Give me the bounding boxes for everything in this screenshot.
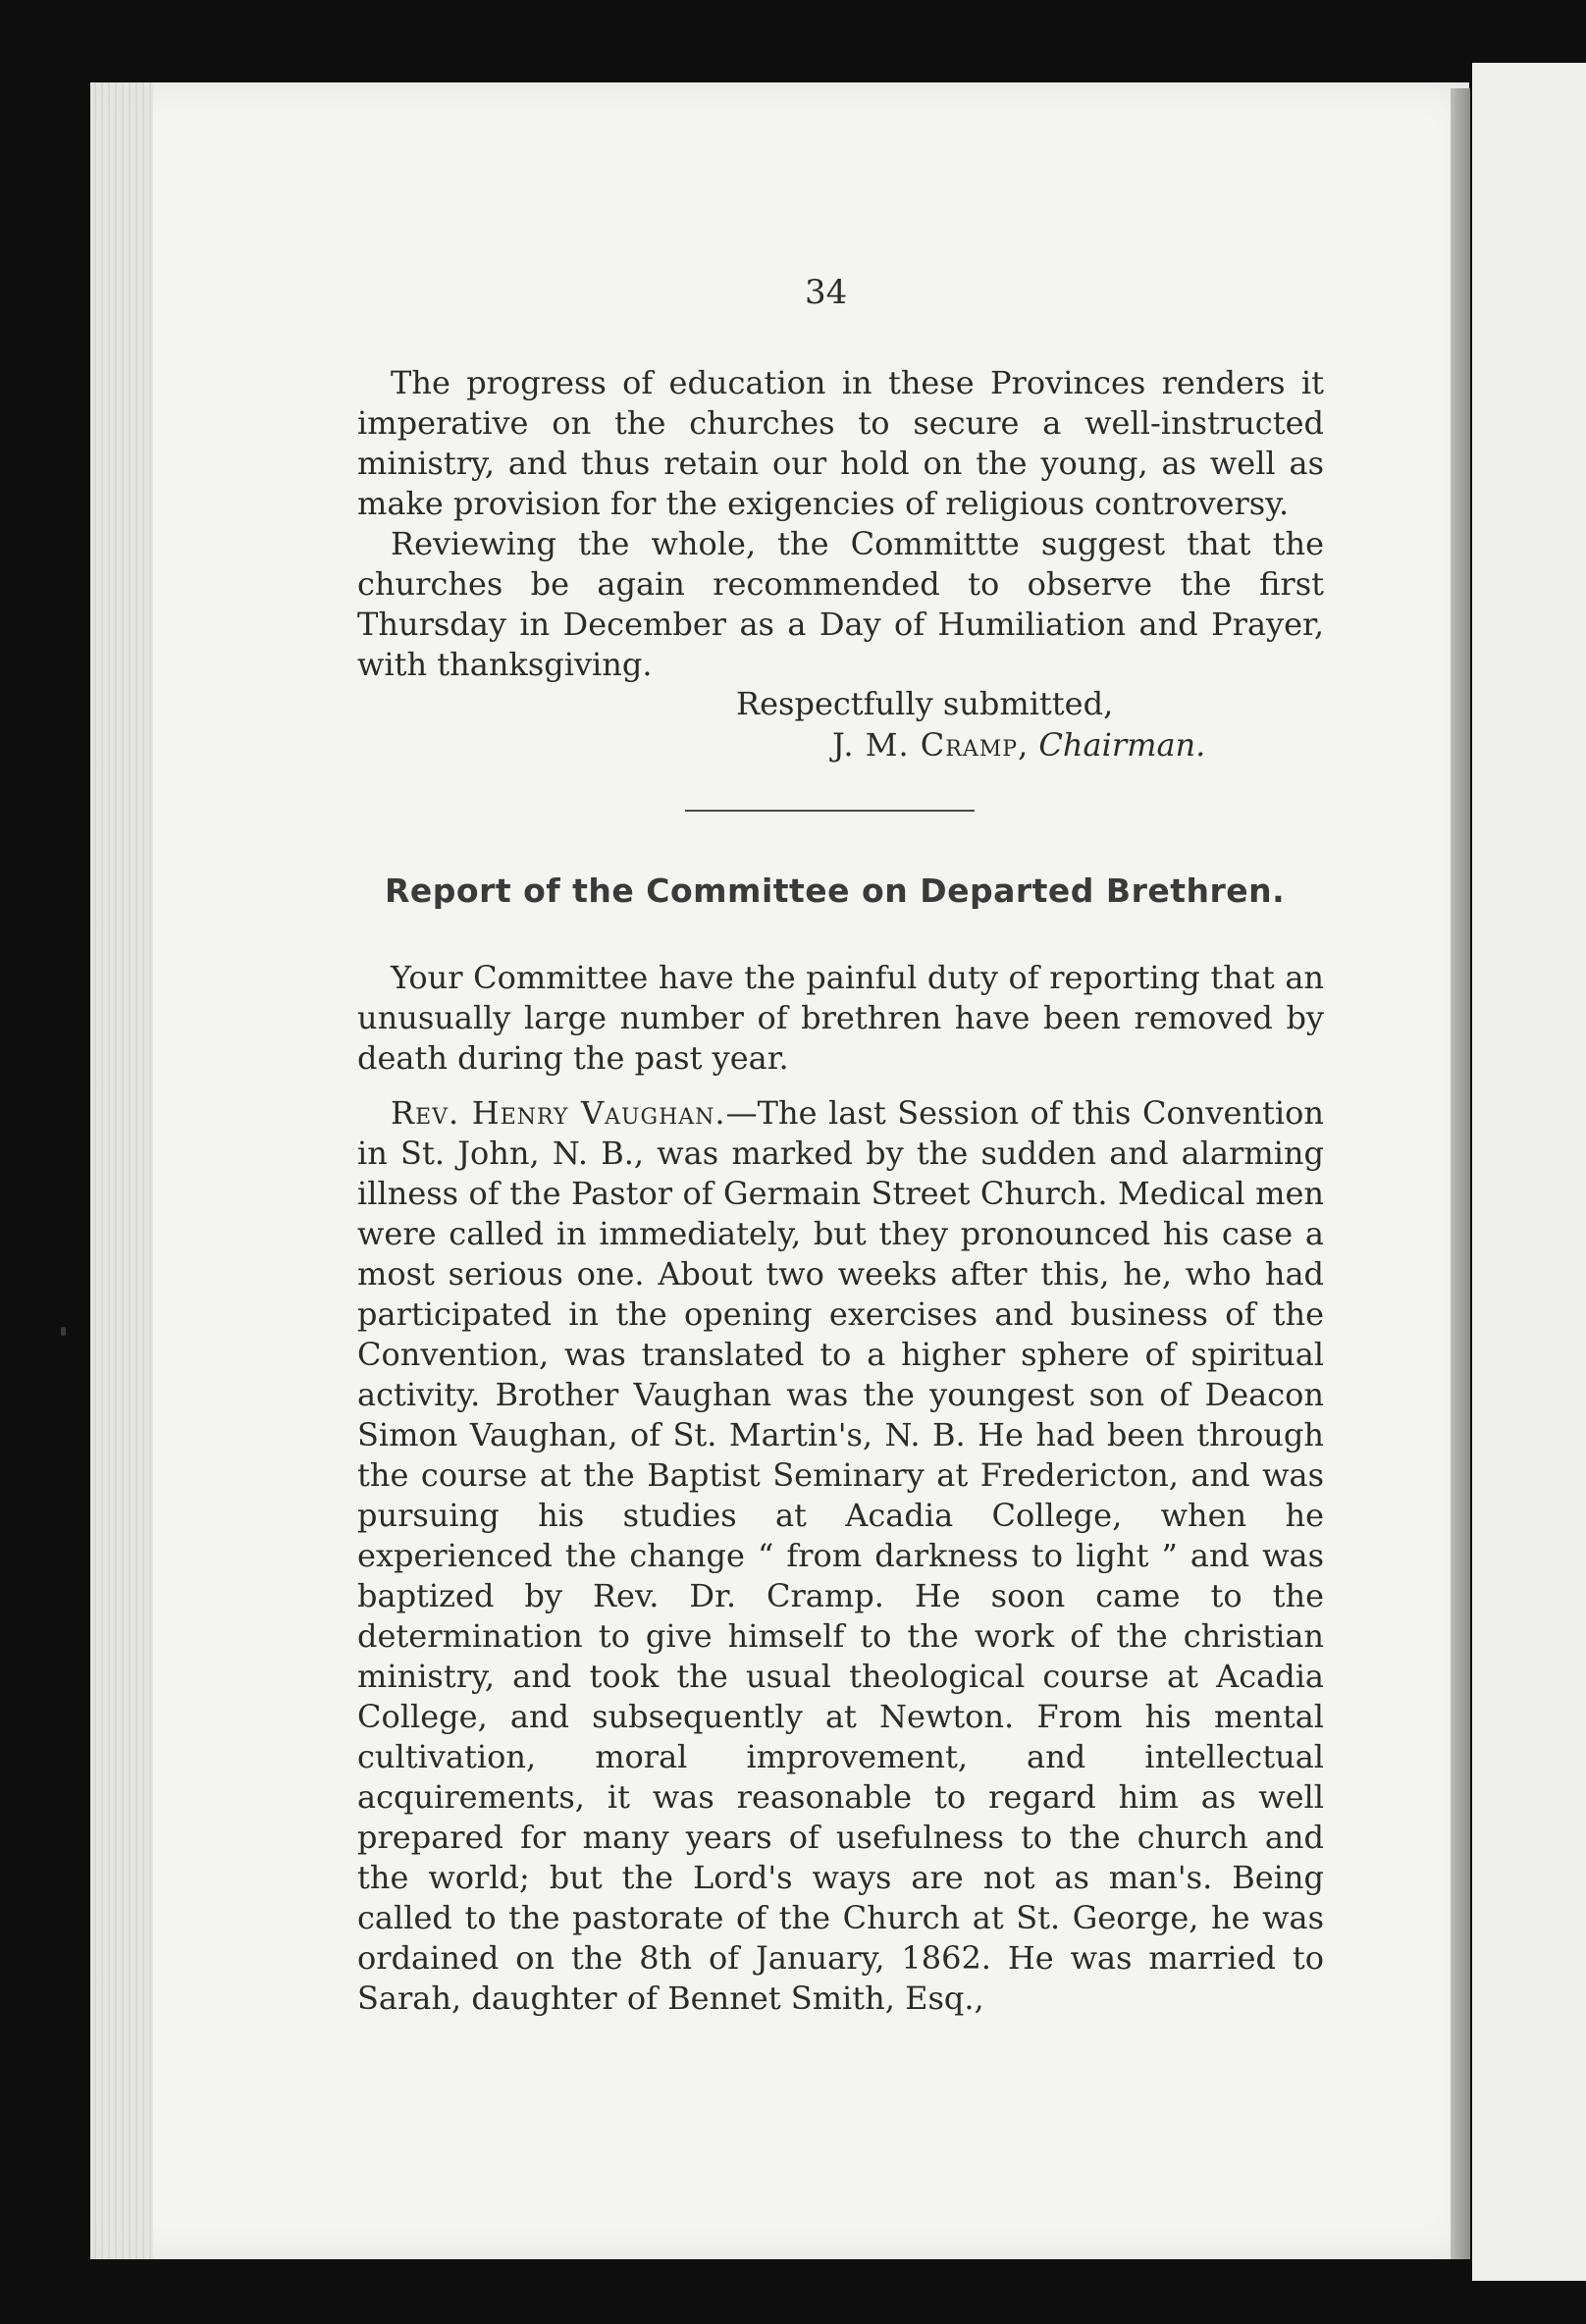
section-divider (685, 810, 975, 812)
scan-speck (61, 1327, 66, 1336)
section-heading: Report of the Committee on Departed Brethren. (385, 872, 1286, 910)
entry-text: —The last Session of this Convention in St. John, N. B., was marked by the sudden and alarming illness of the Pastor of Germain Street Church. Medical men were called in immediately, but they pronounced his case a most serious one. About two weeks after this, he, who had participated in the opening exercises and business of the Convention, was translated to a higher sphere of spiritual activity. Brother Vaughan was the youngest son of Deacon Simon Vaughan, of St. Martin's, N. B. He had been through the course at the Baptist Seminary at Fredericton, and was pursuing his studies at Acadia College, when he experienced the change “ from darkness to light ” and was baptized by Rev. Dr. Cramp. He soon came to the determination to give himself to the work of the christian ministry, and took the usual theological course at Acadia College, and subsequently at Newton. From his mental cultivation, moral improvement, and intellectual acquirements, it was reasonable to regard him as well prepared for many years of usefulness to the church and the world; but the Lord's ways are not as man's. Being called to the pastorate of the Church at St. George, he was ordained on the 8th of January, 1862. He was married to Sarah, daughter of Bennet Smith, Esq., (357, 1094, 1324, 2017)
signoff-line: Respectfully submitted, (736, 685, 1114, 722)
paragraph-vaughan (357, 1093, 1324, 2019)
entry-name: Rev. Henry Vaughan. (391, 1094, 726, 1132)
binding-shadow (1451, 88, 1470, 2259)
page-stack-edges (90, 82, 153, 2259)
paragraph-reviewing: Reviewing the whole, the Committte suggest that the churches be again recommended to observe the first Thursday in December as a Day of Humiliation and Prayer, with thanksgiving. (357, 525, 1324, 683)
adjacent-page-edge (1472, 63, 1586, 2281)
signoff-name: J. M. Cramp, (832, 726, 1030, 764)
paragraph-intro: Your Committee have the painful duty of reporting that an unusually large number of brethren have been removed by death during the past year. (357, 959, 1324, 1077)
page-number: 34 (805, 273, 848, 312)
signoff-title: Chairman. (1038, 726, 1206, 764)
paragraph-education: The progress of education in these Provinces renders it imperative on the churches to secure a well-instructed ministry, and thus retain our hold on the young, as well as make provision for the exigencies of religious controversy. (357, 364, 1324, 522)
signoff-signature (832, 726, 1205, 764)
